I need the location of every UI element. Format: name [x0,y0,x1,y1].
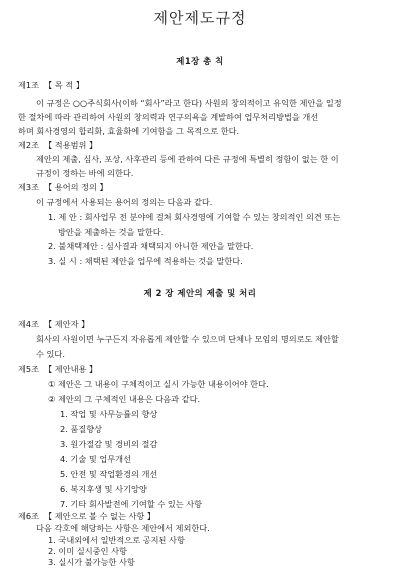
article-4-number: 제4조 [18,319,40,329]
article-1-number: 제1조 [18,80,40,90]
article-6-list-item: 3. 실시가 불가능한 사항 [48,557,135,567]
article-1-heading: 【 목 적 】 [44,80,85,90]
article-5-clause-1: ① 제안은 그 내용이 구체적이고 실시 가능한 내용이어야 한다. [48,379,269,389]
article-4-heading: 【 제안자 】 [44,319,90,329]
article-5-list-item: 7. 기타 회사발전에 기여할 수 있는 사항 [60,499,203,509]
article-6-number: 제6조 [18,511,40,521]
article-5-list-item: 1. 작업 및 사무능률의 향상 [60,409,158,419]
article-5-list-item: 2. 품질향상 [60,424,103,434]
article-1-text-line: 이 규정은 ○○주식회사(이하 “회사”라고 한다) 사원의 창의적이고 유익한 제안을 일정 [36,98,342,108]
article-3-item-2: 2. 불채택제안 : 심사결과 채택되지 아니한 제안을 말한다. [48,241,254,251]
article-6-list-item: 1. 국내외에서 일반적으로 공지된 사항 [48,535,185,545]
article-3-item-1-cont: 방안을 제출하는 것을 말한다. [58,227,164,237]
article-5-heading: 【 제안내용 】 [44,364,98,374]
article-5-list-item: 5. 안전 및 작업환경의 개선 [60,469,158,479]
article-2-number: 제2조 [18,140,40,150]
article-5-number: 제5조 [18,364,40,374]
article-3-item-3: 3. 실 시 : 채택된 제안을 업무에 적용하는 것을 말한다. [48,256,243,266]
article-6-heading: 【 제안으로 볼 수 없는 사항 】 [44,511,156,521]
article-3-item-1: 1. 제 안 : 회사업무 전 분야에 걸쳐 회사경영에 기여할 수 있는 창의적인 의견 또는 [48,212,341,222]
article-5-list-item: 4. 기술 및 업무개선 [60,454,131,464]
article-2-text-line: 규정이 정하는 바에 의한다. [36,168,134,178]
article-6-intro: 다음 각호에 해당하는 사항은 제안에서 제외한다. [36,523,210,533]
article-6-list-item: 2. 이미 실시중인 사항 [48,546,127,556]
article-4-text-line: 회사의 사원이면 누구든지 자유롭게 제안할 수 있으며 단체나 모임의 명의로도 제안할 [36,334,339,344]
article-3-intro: 이 규정에서 사용되는 용어의 정의는 다음과 같다. [36,197,213,207]
chapter-2-heading: 제 2 장 제안의 제출 및 처리 [143,288,257,298]
article-3-heading: 【 용어의 정의 】 [44,182,108,192]
article-3-number: 제3조 [18,182,40,192]
article-5-list-item: 6. 복지후생 및 사기앙양 [60,484,147,494]
article-1-text-line: 하며 회사경영의 합리화, 효율화에 기여함을 그 목적으로 한다. [18,126,240,136]
article-2-text-line: 제안의 제출, 심사, 포상, 사후관리 등에 관하여 다른 규정에 특별히 정함이 없는 한 이 [36,154,339,164]
article-1-text-line: 한 절차에 따라 관리하여 사원의 창의력과 연구의욕을 계발하여 업무처리방법을 개선 [18,112,319,122]
chapter-1-heading: 제1장 총 칙 [176,56,224,66]
article-5-clause-2: ② 제안의 그 구체적인 내용은 다음과 같다. [48,394,201,404]
article-4-text-line: 수 있다. [36,349,65,359]
article-5-list-item: 3. 원가절감 및 경비의 절감 [60,439,158,449]
document-title: 제안제도규정 [153,9,247,27]
article-2-heading: 【 적용범위 】 [44,140,98,150]
